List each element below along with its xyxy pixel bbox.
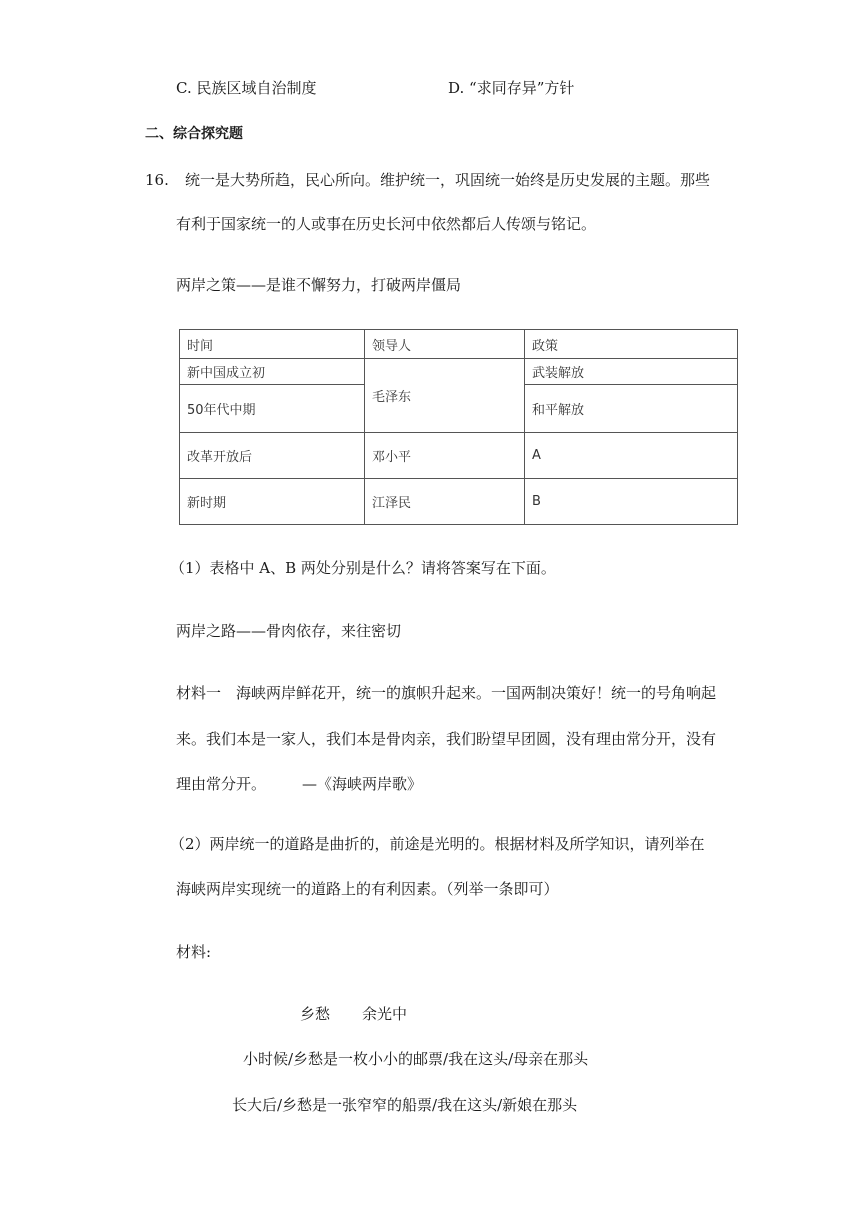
- question-number: 16.: [145, 171, 169, 189]
- table-header-row: [180, 330, 738, 359]
- poem-title: 乡愁: [300, 1005, 331, 1023]
- table-row: [180, 359, 738, 385]
- cell-time: 50年代中期: [180, 385, 365, 433]
- header-policy: 政策: [525, 330, 738, 359]
- part3-label: 材料:: [176, 943, 212, 961]
- cell-leader: 邓小平: [365, 433, 525, 479]
- poem-line1: 小时候/乡愁是一枚小小的邮票/我在这头/母亲在那头: [243, 1050, 589, 1068]
- cell-time: 新时期: [180, 479, 365, 525]
- header-time: 时间: [180, 330, 365, 359]
- cell-policy: 和平解放: [525, 385, 738, 433]
- part1-heading: 两岸之策——是谁不懈努力，打破两岸僵局: [176, 276, 462, 294]
- material1-line3: 理由常分开。: [176, 775, 267, 793]
- header-leader: 领导人: [365, 330, 525, 359]
- cell-time: 改革开放后: [180, 433, 365, 479]
- poem-line2: 长大后/乡愁是一张窄窄的船票/我在这头/新娘在那头: [232, 1096, 578, 1114]
- cell-policy: 武装解放: [525, 359, 738, 385]
- policy-table: [179, 329, 738, 525]
- question-intro-line1: 统一是大势所趋，民心所向。维护统一，巩固统一始终是历史发展的主题。那些: [185, 171, 711, 189]
- cell-policy: B: [525, 479, 738, 525]
- cell-leader: 毛泽东: [365, 359, 525, 433]
- table-row: [180, 479, 738, 525]
- option-c: C. 民族区域自治制度: [176, 79, 317, 97]
- material1-source: —《海峡两岸歌》: [302, 775, 423, 793]
- part1-question: （1）表格中 A、B 两处分别是什么？请将答案写在下面。: [170, 559, 556, 577]
- table-row: [180, 433, 738, 479]
- material1-line2: 来。我们本是一家人，我们本是骨肉亲，我们盼望早团圆，没有理由常分开，没有: [176, 730, 717, 748]
- part2-question-line2: 海峡两岸实现统一的道路上的有利因素。（列举一条即可）: [176, 880, 559, 898]
- question-intro-line2: 有利于国家统一的人或事在历史长河中依然都后人传颂与铭记。: [176, 215, 597, 233]
- cell-policy: A: [525, 433, 738, 479]
- option-d: D. “求同存异”方针: [448, 79, 575, 97]
- cell-time: 新中国成立初: [180, 359, 365, 385]
- part2-question-line1: （2）两岸统一的道路是曲折的，前途是光明的。根据材料及所学知识，请列举在: [170, 835, 705, 853]
- cell-leader: 江泽民: [365, 479, 525, 525]
- section-title: 二、综合探究题: [145, 126, 243, 142]
- material1-line1: 材料一 海峡两岸鲜花开，统一的旗帜升起来。一国两制决策好！统一的号角响起: [176, 684, 717, 702]
- part2-heading: 两岸之路——骨肉依存，来往密切: [176, 622, 402, 640]
- poem-author: 余光中: [362, 1005, 408, 1023]
